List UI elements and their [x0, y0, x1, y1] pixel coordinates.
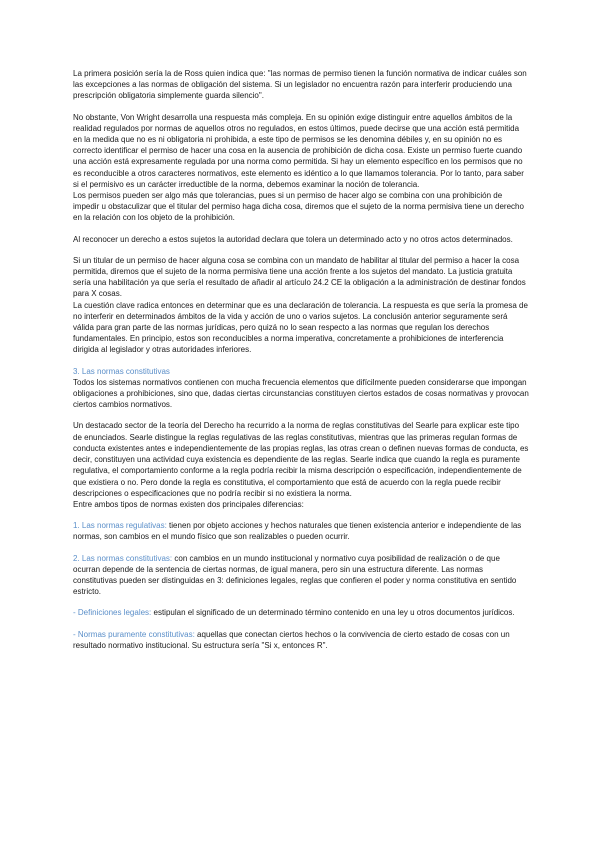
- list-item-label: 2. Las normas constitutivas:: [73, 553, 173, 563]
- list-item-text: tienen por objeto acciones y hechos naturales que tienen existencia anterior e independiente de las normas, son cambios en el mundo físico que son realizables o pueden ocurrir.: [73, 521, 522, 542]
- paragraph-reconocer-derecho: Al reconocer un derecho a estos sujetos la autoridad declara que tolera un determinado acto y no otros actos determinados.: [73, 234, 513, 244]
- paragraph-von-wright: No obstante, Von Wright desarrolla una respuesta más compleja. En su opinión exige distinguir entre aquellos ámbitos de la realidad regulados por normas de aquellos otros no regulados, en estos últimos, puede decirse que una acción está permitida en la medida que no es ni obligatoria ni prohibida, a este tipo de permisos se les denomina débiles y, en su opinión no es correcto identificar el permiso de hacer una cosa en la ausencia de prohibición de dicha cosa. Existe un permiso fuerte cuando una acción está expresamente regulada por una norma como permitida. Si hay un elemento específico en los permisos que no es reconducible a otros caracteres normativos, este elemento es idéntico a lo que llamamos tolerancia. Por lo tanto, para saber si el permisivo es un carácter irreductible de la norma, debemos examinar la noción de tolerancia.: [73, 112, 524, 189]
- paragraph-titular-permiso: Si un titular de un permiso de hacer alguna cosa se combina con un mandato de habilitar al titular del permiso a hacer la cosa permitida, diremos que el sujeto de la norma permisiva tiene una acción frente a los sujetos del mandato. La justicia gratuita sería una habilitación ya que sería el resultado de añadir al artículo 24.2 CE la obligación a la administración de destinar fondos para X cosas.: [73, 255, 526, 299]
- list-item-label: - Definiciones legales:: [73, 608, 152, 618]
- paragraph-tolerancia: La cuestión clave radica entonces en determinar que es una declaración de tolerancia. La respuesta es que sería la promesa de no interferir en determinados ámbitos de la vida y acción de uno o varios sujetos. La conclusión anterior seguramente será válida para gran parte de las normas jurídicas, pero quizá no lo sean respecto a las normas que regulan los derechos fundamentales. En principio, estos son reconducibles a norma imperativa, concretamente a prohibiciones de interferencia dirigida al legislador y otras autoridades inferiores.: [73, 300, 528, 355]
- document-body: [73, 68, 529, 651]
- list-item-label: - Normas puramente constitutivas:: [73, 629, 195, 639]
- list-item-puramente-constitutivas: [73, 629, 529, 651]
- list-item-constitutivas: [73, 553, 529, 598]
- list-item-definiciones: [73, 607, 529, 618]
- paragraph-sistemas-normativos: Todos los sistemas normativos contienen con mucha frecuencia elementos que difícilmente pueden considerarse que impongan obligaciones a prohibiciones, sino que, dadas ciertas circunstancias constituyen ciertos estados de cosas normativas y provocan ciertos cambios normativos.: [73, 377, 529, 410]
- section-heading: 3. Las normas constitutivas: [73, 366, 170, 376]
- list-item-regulativas: [73, 520, 529, 542]
- paragraph-searle: Un destacado sector de la teoría del Derecho ha recurrido a la norma de reglas constitutivas del Searle para explicar este tipo de enunciados. Searle distingue la reglas regulativas de las reglas constitutivas, mientras que las primeras regulan formas de conducta existentes antes e independientemente de las propias reglas, las otras crean o definen nuevas formas de conducta, es decir, constituyen una actividad cuya existencia es dependiente de las reglas. Searle indica que cuando la regla es puramente regulativa, el comportamiento conforme a la regla podría recibir la misma descripción o especificación, independientemente de que existiera o no. Pero donde la regla es constitutiva, el comportamiento que está de acuerdo con la regla puede recibir descripciones o especificaciones que no podría recibir si no existiera la norma.: [73, 421, 529, 498]
- list-item-text: aquellas que conectan ciertos hechos o la convivencia de cierto estado de cosas con un resultado normativo institucional. Su estructura sería "Si x, entonces R".: [73, 629, 510, 650]
- list-item-label: 1. Las normas regulativas:: [73, 521, 167, 531]
- list-item-text: estipulan el significado de un determinado término contenido en una ley u otros documentos jurídicos.: [151, 608, 515, 618]
- paragraph-permisos: Los permisos pueden ser algo más que tolerancias, pues si un permiso de hacer algo se combina con una prohibición de impedir u obstaculizar que el titular del permiso haga dicha cosa, diremos que el sujeto de la norma permisiva tiene un derecho en la relación con los objeto de la prohibición.: [73, 191, 524, 223]
- paragraph-ross: La primera posición sería la de Ross quien indica que: "las normas de permiso tienen la función normativa de indicar cuáles son las excepciones a las normas de obligación del sistema. Si un legislador no encuentra razón para interferir produciendo una prescripción obligatoria simplemente guarda silencio".: [73, 69, 527, 101]
- paragraph-diferencias: Entre ambos tipos de normas existen dos principales diferencias:: [73, 499, 304, 509]
- list-item-text: con cambios en un mundo institucional y normativo cuya posibilidad de realización o de que ocurran depende de la sentencia de ciertas normas, de igual manera, pero sin una estructura diferente. Las normas constitutivas pueden ser distinguidas en 3: definiciones legales, reglas que confieren el poder y norma constitutiva en sentido estricto.: [73, 553, 517, 597]
